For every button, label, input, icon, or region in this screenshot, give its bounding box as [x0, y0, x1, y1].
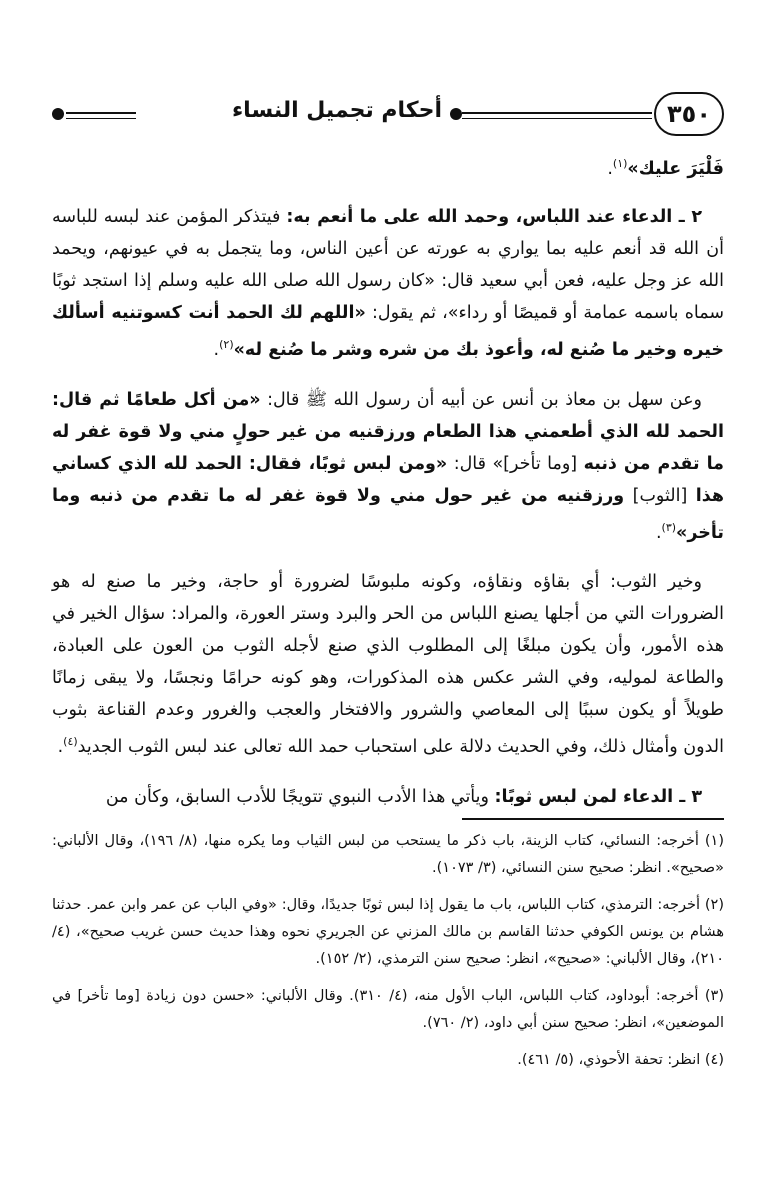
footnote-ref: (٢)	[219, 337, 234, 351]
hadith-quote: «ومن لبس ثوبًا، فقال: الحمد لله الذي كساني هذا	[52, 453, 724, 506]
footnote: (١) أخرجه: النسائي، كتاب الزينة، باب ذكر ما يستحب من لبس الثياب وما يكره منها، (٨/ ١٩٦)، وقال الألباني: «صحيح». انظر: صحيح سنن النسائي، (٣/ ١٠٧٣).	[52, 833, 724, 876]
paragraph	[52, 781, 724, 813]
paragraph-text: وعن سهل بن معاذ بن أنس عن أبيه أن رسول الله ﷺ قال:	[260, 389, 702, 410]
page-header	[52, 92, 724, 142]
footnote-ref: (٤)	[63, 735, 78, 749]
punct: .	[655, 522, 662, 543]
paragraph	[52, 201, 724, 366]
paragraph-text: ويأتي هذا الأدب النبوي تتويجًا للأدب السابق، وكأن من	[105, 787, 495, 808]
header-dot	[450, 108, 462, 120]
page-number: ٣٥٠	[654, 92, 724, 136]
hadith-quote: «اللهم لك الحمد أنت كسوتنيه أسألك خيره وخير ما صُنع له، وأعوذ بك من شره وشر ما صُنع له»	[52, 302, 724, 360]
hadith-quote: ورزقنيه من غير حول مني ولا قوة غفر له ما تقدم من ذنبه وما تأخر»	[52, 485, 724, 543]
hadith-quote: «من أكل طعامًا ثم قال: الحمد لله الذي أطعمني هذا الطعام ورزقنيه من غير حولٍ مني ولا قوة غفر له ما تقدم من ذنبه	[52, 389, 724, 474]
main-text	[52, 148, 724, 831]
footnote: (٢) أخرجه: الترمذي، كتاب اللباس، باب ما يقول إذا لبس ثوبًا جديدًا، وقال: «وفي الباب عن عمر وابن عمر. حدثنا هشام بن يونس الكوفي حدثنا القاسم بن مالك المزني عن الجريري نحوه وهذا حديث حسن غريب صحيح»، (٤/ ٢١٠)، وقال الألباني: «صحيح»، انظر: صحيح سنن الترمذي، (٢/ ١٥٢).	[52, 897, 724, 967]
footnote: (٣) أخرجه: أبوداود، كتاب اللباس، الباب الأول منه، (٤/ ٣١٠). وقال الألباني: «حسن دون زيادة [وما تأخر] في الموضعين»، انظر: صحيح سنن أبي داود، (٢/ ٧٦٠).	[52, 988, 724, 1031]
punct: .	[57, 737, 64, 758]
footnotes	[52, 828, 724, 1084]
paragraph-text: وخير الثوب: أي بقاؤه ونقاؤه، وكونه ملبوسًا لضرورة أو حاجة، وخير ما صنع له هو الضرورات التي من أجلها يصنع اللباس من الحر والبرد وستر العورة، والمراد: سؤال الخير في هذه الأمور، وأن يكون مبلغًا إلى المطلوب الذي صنع لأجله الثوب من العون على العبادة، والطاعة لموليه، وفي الشر عكس هذه المذكورات، وهو كونه حرامًا ونجسًا، ولا يبقى زمانًا طويلاً أو يكون سببًا إلى المعاصي والشرور والافتخار والعجب والغرور وعدم القناعة بثوب الدون وأمثال ذلك، وفي الحديث دلالة على استحباب حمد الله تعالى عند لبس الثوب الجديد	[52, 572, 724, 758]
paragraph-text: فيتذكر المؤمن عند لبسه للباسه أن الله قد أنعم عليه بما يواري به عورته عن أعين الناس، وما يتجمل به في عيونهم، ويحمد الله عز وجل عليه، فعن أبي سعيد قال: «كان رسول الله صلى الله عليه وسلم إذا استجد ثوبًا سماه باسمه عمامة أو قميصًا أو رداء»، ثم يقول:	[52, 206, 724, 323]
footnote-ref: (٣)	[661, 520, 677, 534]
book-title: أحكام تجميل النساء	[231, 98, 442, 123]
paragraph	[52, 384, 724, 549]
footnote-ref: (١)	[612, 157, 628, 170]
punct: .	[213, 339, 220, 360]
paragraph	[52, 566, 724, 763]
paragraph	[52, 148, 724, 185]
header-dot	[52, 108, 64, 120]
paragraph-text: [الثوب]	[624, 485, 696, 506]
book-page	[52, 0, 724, 1185]
paragraph-text: [وما تأخر]» قال:	[447, 453, 584, 474]
footnote-divider	[462, 818, 724, 820]
hadith-end: فَلْيَرَ عليك»	[627, 158, 724, 179]
punct: .	[607, 158, 613, 179]
section-heading: ٣ ـ الدعاء لمن لبس ثوبًا:	[494, 787, 702, 808]
header-rule	[462, 112, 652, 119]
section-heading: ٢ ـ الدعاء عند اللباس، وحمد الله على ما أنعم به:	[286, 206, 702, 227]
footnote: (٤) انظر: تحفة الأحوذي، (٥/ ٤٦١).	[517, 1052, 724, 1068]
header-rule-short	[66, 112, 136, 119]
